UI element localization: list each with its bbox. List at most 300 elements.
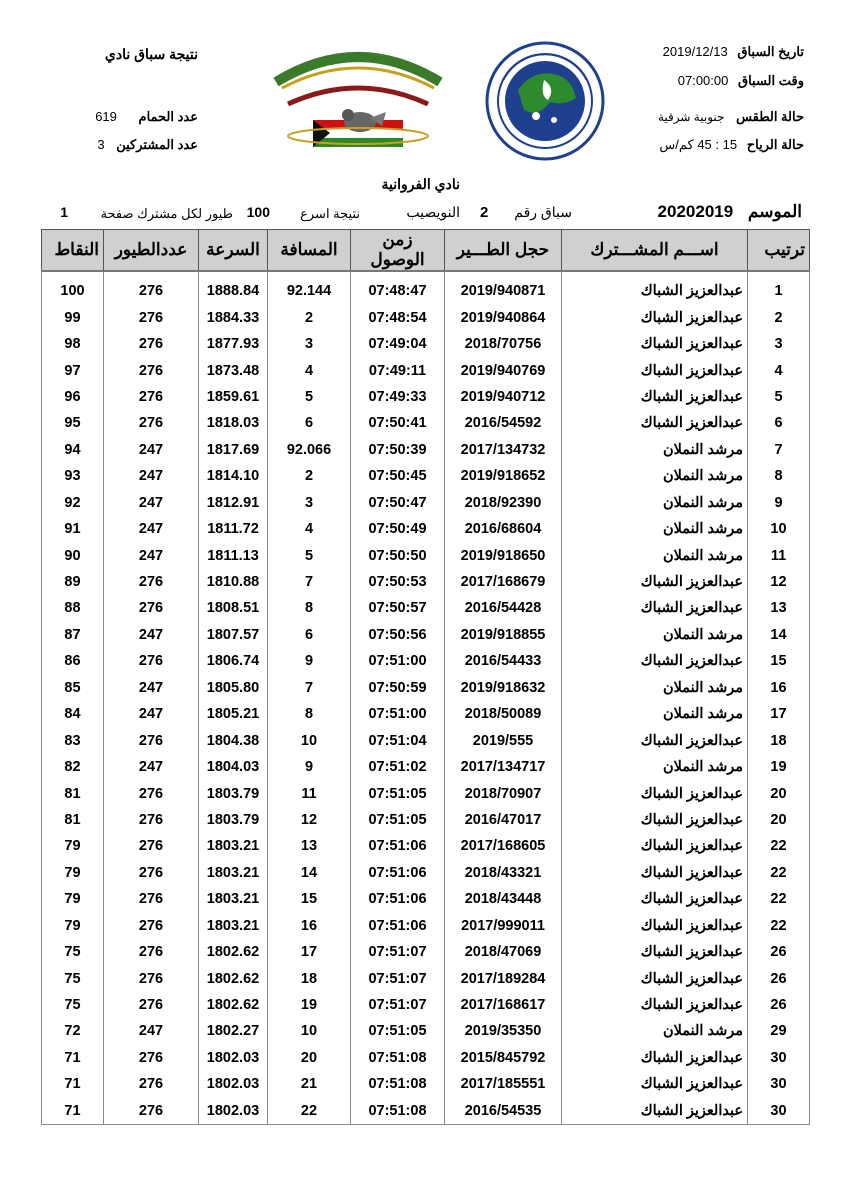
- club-logo: [258, 42, 458, 160]
- bird-count-cell: 247: [104, 701, 199, 727]
- table-row: [42, 965, 810, 991]
- arrival-time-cell: 07:50:41: [351, 410, 445, 436]
- ring-number-cell: 2016/54428: [445, 595, 562, 621]
- arrival-time-cell: 07:51:04: [351, 727, 445, 753]
- points-cell: 79: [42, 886, 104, 912]
- bird-count-cell: 276: [104, 1045, 199, 1071]
- bird-count-cell: 276: [104, 780, 199, 806]
- table-row: [42, 701, 810, 727]
- race-date-label: تاريخ السباق: [737, 44, 804, 59]
- ring-number-cell: 2017/189284: [445, 965, 562, 991]
- results-table: [41, 229, 810, 1125]
- race-time-row: [678, 73, 804, 89]
- ring-number-cell: 2018/47069: [445, 939, 562, 965]
- ring-number-cell: 2018/43448: [445, 886, 562, 912]
- speed-cell: 1804.03: [199, 754, 268, 780]
- participants-row: [97, 137, 198, 153]
- arrival-time-cell: 07:51:05: [351, 780, 445, 806]
- points-cell: 79: [42, 913, 104, 939]
- bird-count-cell: 247: [104, 490, 199, 516]
- arrival-time-cell: 07:51:08: [351, 1071, 445, 1097]
- participant-name-cell: مرشد النملان: [562, 754, 748, 780]
- club-logo-image: [258, 42, 458, 160]
- distance-cell: 8: [268, 595, 351, 621]
- distance-cell: 13: [268, 833, 351, 859]
- participants-value: 3: [97, 137, 105, 152]
- arrival-time-cell: 07:50:39: [351, 437, 445, 463]
- rank-cell: 26: [748, 939, 810, 965]
- distance-cell: 19: [268, 992, 351, 1018]
- distance-cell: 6: [268, 622, 351, 648]
- table-row: [42, 357, 810, 383]
- ring-number-cell: 2017/134732: [445, 437, 562, 463]
- col-bird-count: عددالطيور: [104, 230, 199, 272]
- points-cell: 81: [42, 807, 104, 833]
- table-row: [42, 675, 810, 701]
- participant-name-cell: عبدالعزيز الشباك: [562, 331, 748, 357]
- bird-count-cell: 247: [104, 1018, 199, 1044]
- bird-count-cell: 276: [104, 357, 199, 383]
- bird-count-cell: 276: [104, 569, 199, 595]
- speed-cell: 1811.13: [199, 542, 268, 568]
- bird-count-cell: 276: [104, 648, 199, 674]
- points-cell: 99: [42, 304, 104, 330]
- result-title: نتيجة سباق نادي: [104, 46, 198, 62]
- rank-cell: 17: [748, 701, 810, 727]
- points-cell: 94: [42, 437, 104, 463]
- table-row: [42, 569, 810, 595]
- participant-name-cell: عبدالعزيز الشباك: [562, 939, 748, 965]
- arrival-time-cell: 07:51:06: [351, 913, 445, 939]
- arrival-time-cell: 07:51:06: [351, 833, 445, 859]
- weather-value: جنوبية شرقية: [658, 110, 725, 124]
- participant-name-cell: مرشد النملان: [562, 542, 748, 568]
- ring-number-cell: 2017/185551: [445, 1071, 562, 1097]
- arrival-time-cell: 07:50:53: [351, 569, 445, 595]
- participant-name-cell: عبدالعزيز الشباك: [562, 595, 748, 621]
- ring-number-cell: 2018/43321: [445, 860, 562, 886]
- pigeons-count-value: 619: [95, 109, 117, 124]
- bird-count-cell: 276: [104, 384, 199, 410]
- race-time-value: 07:00:00: [677, 73, 729, 88]
- ring-number-cell: 2016/68604: [445, 516, 562, 542]
- distance-cell: 3: [268, 490, 351, 516]
- ring-number-cell: 2017/134717: [445, 754, 562, 780]
- bird-count-cell: 247: [104, 675, 199, 701]
- arrival-time-cell: 07:49:33: [351, 384, 445, 410]
- bird-count-cell: 276: [104, 965, 199, 991]
- points-cell: 71: [42, 1045, 104, 1071]
- rank-cell: 22: [748, 833, 810, 859]
- ring-number-cell: 2017/168679: [445, 569, 562, 595]
- table-row: [42, 331, 810, 357]
- speed-cell: 1806.74: [199, 648, 268, 674]
- participant-name-cell: مرشد النملان: [562, 1018, 748, 1044]
- speed-cell: 1807.57: [199, 622, 268, 648]
- arrival-time-cell: 07:51:05: [351, 1018, 445, 1044]
- arrival-time-cell: 07:51:00: [351, 701, 445, 727]
- ring-number-cell: 2019/918632: [445, 675, 562, 701]
- wind-value: 15 : 45 كم/س: [659, 137, 738, 152]
- bird-count-cell: 276: [104, 410, 199, 436]
- bird-count-cell: 247: [104, 437, 199, 463]
- col-rank: ترتيب: [748, 230, 810, 272]
- points-cell: 75: [42, 965, 104, 991]
- points-cell: 91: [42, 516, 104, 542]
- speed-cell: 1803.79: [199, 780, 268, 806]
- table-row: [42, 860, 810, 886]
- arrival-time-cell: 07:51:08: [351, 1045, 445, 1071]
- speed-cell: 1805.21: [199, 701, 268, 727]
- participants-label: عدد المشتركين: [116, 137, 198, 152]
- speed-cell: 1812.91: [199, 490, 268, 516]
- season-label: الموسم: [747, 202, 802, 221]
- per-participant-label: طيور لكل مشترك صفحة: [100, 206, 233, 221]
- speed-cell: 1802.62: [199, 939, 268, 965]
- participant-name-cell: مرشد النملان: [562, 463, 748, 489]
- rank-cell: 9: [748, 490, 810, 516]
- table-row: [42, 463, 810, 489]
- speed-cell: 1804.38: [199, 727, 268, 753]
- arrival-time-cell: 07:48:54: [351, 304, 445, 330]
- ring-number-cell: 2019/940871: [445, 271, 562, 304]
- points-cell: 79: [42, 833, 104, 859]
- col-speed: السرعة: [199, 230, 268, 272]
- rank-cell: 20: [748, 780, 810, 806]
- rank-cell: 12: [748, 569, 810, 595]
- participant-name-cell: مرشد النملان: [562, 490, 748, 516]
- season-row: [658, 202, 802, 222]
- participant-name-cell: عبدالعزيز الشباك: [562, 1045, 748, 1071]
- participant-name-cell: عبدالعزيز الشباك: [562, 913, 748, 939]
- distance-cell: 5: [268, 384, 351, 410]
- bird-count-cell: 276: [104, 271, 199, 304]
- distance-cell: 20: [268, 1045, 351, 1071]
- bird-count-cell: 276: [104, 913, 199, 939]
- participant-name-cell: عبدالعزيز الشباك: [562, 833, 748, 859]
- table-row: [42, 807, 810, 833]
- bird-count-cell: 247: [104, 516, 199, 542]
- distance-cell: 2: [268, 304, 351, 330]
- points-cell: 90: [42, 542, 104, 568]
- table-header-row: [42, 230, 810, 272]
- table-row: [42, 410, 810, 436]
- arrival-time-cell: 07:50:57: [351, 595, 445, 621]
- speed-cell: 1805.80: [199, 675, 268, 701]
- bird-count-cell: 276: [104, 1071, 199, 1097]
- distance-cell: 9: [268, 648, 351, 674]
- table-row: [42, 1018, 810, 1044]
- ring-number-cell: 2016/54592: [445, 410, 562, 436]
- ring-number-cell: 2018/50089: [445, 701, 562, 727]
- arrival-time-cell: 07:49:11: [351, 357, 445, 383]
- rank-cell: 26: [748, 965, 810, 991]
- table-row: [42, 1071, 810, 1097]
- bird-count-cell: 276: [104, 304, 199, 330]
- participant-name-cell: عبدالعزيز الشباك: [562, 807, 748, 833]
- table-row: [42, 727, 810, 753]
- points-cell: 89: [42, 569, 104, 595]
- arrival-time-cell: 07:50:47: [351, 490, 445, 516]
- participant-name-cell: عبدالعزيز الشباك: [562, 992, 748, 1018]
- participant-name-cell: عبدالعزيز الشباك: [562, 727, 748, 753]
- ring-number-cell: 2019/940864: [445, 304, 562, 330]
- ring-number-cell: 2016/54535: [445, 1098, 562, 1125]
- participant-name-cell: عبدالعزيز الشباك: [562, 271, 748, 304]
- rank-cell: 15: [748, 648, 810, 674]
- ring-number-cell: 2017/168617: [445, 992, 562, 1018]
- points-cell: 75: [42, 992, 104, 1018]
- table-row: [42, 1098, 810, 1125]
- rank-cell: 22: [748, 913, 810, 939]
- col-arrival-time: زمن الوصول: [351, 230, 445, 272]
- distance-cell: 4: [268, 357, 351, 383]
- bird-count-cell: 247: [104, 622, 199, 648]
- distance-cell: 16: [268, 913, 351, 939]
- distance-cell: 9: [268, 754, 351, 780]
- arrival-time-cell: 07:50:56: [351, 622, 445, 648]
- arrival-time-cell: 07:50:50: [351, 542, 445, 568]
- ring-number-cell: 2019/918652: [445, 463, 562, 489]
- participant-name-cell: عبدالعزيز الشباك: [562, 410, 748, 436]
- bird-count-cell: 276: [104, 807, 199, 833]
- rank-cell: 30: [748, 1071, 810, 1097]
- arrival-time-cell: 07:50:59: [351, 675, 445, 701]
- table-row: [42, 542, 810, 568]
- table-row: [42, 780, 810, 806]
- speed-cell: 1818.03: [199, 410, 268, 436]
- rank-cell: 14: [748, 622, 810, 648]
- ring-number-cell: 2019/555: [445, 727, 562, 753]
- ring-number-cell: 2018/70907: [445, 780, 562, 806]
- rank-cell: 13: [748, 595, 810, 621]
- points-cell: 87: [42, 622, 104, 648]
- rank-cell: 30: [748, 1098, 810, 1125]
- rank-cell: 8: [748, 463, 810, 489]
- weather-row: [658, 109, 804, 125]
- points-cell: 95: [42, 410, 104, 436]
- ring-number-cell: 2016/47017: [445, 807, 562, 833]
- distance-cell: 7: [268, 569, 351, 595]
- club-name: نادي الفروانية: [381, 176, 460, 192]
- bird-count-cell: 276: [104, 595, 199, 621]
- participant-name-cell: عبدالعزيز الشباك: [562, 357, 748, 383]
- federation-logo: [484, 40, 606, 162]
- federation-logo-image: [484, 40, 606, 162]
- speed-cell: 1817.69: [199, 437, 268, 463]
- points-cell: 98: [42, 331, 104, 357]
- distance-cell: 2: [268, 463, 351, 489]
- arrival-time-cell: 07:49:04: [351, 331, 445, 357]
- table-row: [42, 490, 810, 516]
- participant-name-cell: عبدالعزيز الشباك: [562, 860, 748, 886]
- rank-cell: 2: [748, 304, 810, 330]
- arrival-time-cell: 07:51:05: [351, 807, 445, 833]
- speed-cell: 1803.21: [199, 833, 268, 859]
- distance-cell: 21: [268, 1071, 351, 1097]
- ring-number-cell: 2017/168605: [445, 833, 562, 859]
- speed-cell: 1873.48: [199, 357, 268, 383]
- distance-cell: 4: [268, 516, 351, 542]
- race-time-label: وقت السباق: [737, 73, 804, 88]
- speed-cell: 1803.21: [199, 886, 268, 912]
- points-cell: 93: [42, 463, 104, 489]
- pigeons-count-label: عدد الحمام: [138, 109, 198, 124]
- rank-cell: 7: [748, 437, 810, 463]
- bird-count-cell: 276: [104, 331, 199, 357]
- distance-cell: 12: [268, 807, 351, 833]
- distance-cell: 92.144: [268, 271, 351, 304]
- distance-cell: 92.066: [268, 437, 351, 463]
- ring-number-cell: 2018/70756: [445, 331, 562, 357]
- participant-name-cell: عبدالعزيز الشباك: [562, 304, 748, 330]
- points-cell: 97: [42, 357, 104, 383]
- points-cell: 86: [42, 648, 104, 674]
- points-cell: 83: [42, 727, 104, 753]
- speed-cell: 1810.88: [199, 569, 268, 595]
- rank-cell: 22: [748, 860, 810, 886]
- arrival-time-cell: 07:51:00: [351, 648, 445, 674]
- col-distance: المسافة: [268, 230, 351, 272]
- participant-name-cell: مرشد النملان: [562, 437, 748, 463]
- rank-cell: 30: [748, 1045, 810, 1071]
- participant-name-cell: مرشد النملان: [562, 701, 748, 727]
- table-row: [42, 622, 810, 648]
- race-date-value: 2019/12/13: [662, 44, 728, 59]
- race-no-row: [480, 204, 572, 221]
- participant-name-cell: عبدالعزيز الشباك: [562, 780, 748, 806]
- arrival-time-cell: 07:51:08: [351, 1098, 445, 1125]
- table-row: [42, 939, 810, 965]
- col-ring-number: حجل الطـــير: [445, 230, 562, 272]
- arrival-time-cell: 07:51:07: [351, 965, 445, 991]
- arrival-time-cell: 07:51:07: [351, 939, 445, 965]
- speed-cell: 1877.93: [199, 331, 268, 357]
- bird-count-cell: 276: [104, 1098, 199, 1125]
- points-cell: 85: [42, 675, 104, 701]
- arrival-time-cell: 07:50:45: [351, 463, 445, 489]
- table-row: [42, 595, 810, 621]
- speed-cell: 1802.62: [199, 992, 268, 1018]
- distance-cell: 7: [268, 675, 351, 701]
- participant-name-cell: عبدالعزيز الشباك: [562, 965, 748, 991]
- distance-cell: 14: [268, 860, 351, 886]
- points-cell: 75: [42, 939, 104, 965]
- arrival-time-cell: 07:51:06: [351, 860, 445, 886]
- ring-number-cell: 2015/845792: [445, 1045, 562, 1071]
- table-row: [42, 1045, 810, 1071]
- points-cell: 88: [42, 595, 104, 621]
- rank-cell: 26: [748, 992, 810, 1018]
- fastest-count: 100: [246, 204, 270, 220]
- participant-name-cell: مرشد النملان: [562, 675, 748, 701]
- points-cell: 71: [42, 1098, 104, 1125]
- table-row: [42, 754, 810, 780]
- table-row: [42, 384, 810, 410]
- race-place: النويصيب: [406, 204, 460, 220]
- rank-cell: 5: [748, 384, 810, 410]
- speed-cell: 1859.61: [199, 384, 268, 410]
- weather-label: حالة الطقس: [736, 109, 804, 124]
- bird-count-cell: 247: [104, 754, 199, 780]
- participant-name-cell: عبدالعزيز الشباك: [562, 1071, 748, 1097]
- ring-number-cell: 2019/940769: [445, 357, 562, 383]
- points-cell: 84: [42, 701, 104, 727]
- speed-cell: 1802.03: [199, 1071, 268, 1097]
- ring-number-cell: 2019/35350: [445, 1018, 562, 1044]
- rank-cell: 3: [748, 331, 810, 357]
- speed-cell: 1802.03: [199, 1045, 268, 1071]
- speed-cell: 1803.21: [199, 913, 268, 939]
- speed-cell: 1808.51: [199, 595, 268, 621]
- table-row: [42, 648, 810, 674]
- distance-cell: 5: [268, 542, 351, 568]
- arrival-time-cell: 07:50:49: [351, 516, 445, 542]
- points-cell: 82: [42, 754, 104, 780]
- ring-number-cell: 2019/918650: [445, 542, 562, 568]
- wind-row: [659, 137, 804, 153]
- distance-cell: 6: [268, 410, 351, 436]
- table-row: [42, 833, 810, 859]
- rank-cell: 20: [748, 807, 810, 833]
- race-no-value: 2: [480, 204, 489, 221]
- bird-count-cell: 247: [104, 542, 199, 568]
- rank-cell: 22: [748, 886, 810, 912]
- participant-name-cell: عبدالعزيز الشباك: [562, 1098, 748, 1125]
- table-row: [42, 886, 810, 912]
- speed-cell: 1802.03: [199, 1098, 268, 1125]
- distance-cell: 22: [268, 1098, 351, 1125]
- rank-cell: 19: [748, 754, 810, 780]
- pigeons-count-row: [95, 109, 198, 125]
- distance-cell: 15: [268, 886, 351, 912]
- speed-cell: 1802.27: [199, 1018, 268, 1044]
- points-cell: 79: [42, 860, 104, 886]
- ring-number-cell: 2017/999011: [445, 913, 562, 939]
- table-row: [42, 913, 810, 939]
- rank-cell: 11: [748, 542, 810, 568]
- bird-count-cell: 276: [104, 727, 199, 753]
- arrival-time-cell: 07:51:07: [351, 992, 445, 1018]
- distance-cell: 17: [268, 939, 351, 965]
- ring-number-cell: 2016/54433: [445, 648, 562, 674]
- distance-cell: 10: [268, 1018, 351, 1044]
- distance-cell: 3: [268, 331, 351, 357]
- distance-cell: 8: [268, 701, 351, 727]
- rank-cell: 6: [748, 410, 810, 436]
- distance-cell: 11: [268, 780, 351, 806]
- participant-name-cell: عبدالعزيز الشباك: [562, 569, 748, 595]
- arrival-time-cell: 07:48:47: [351, 271, 445, 304]
- table-row: [42, 992, 810, 1018]
- ring-number-cell: 2019/918855: [445, 622, 562, 648]
- bird-count-cell: 247: [104, 463, 199, 489]
- table-row: [42, 271, 810, 304]
- rank-cell: 4: [748, 357, 810, 383]
- ring-number-cell: 2018/92390: [445, 490, 562, 516]
- speed-cell: 1811.72: [199, 516, 268, 542]
- col-points: النقاط: [42, 230, 104, 272]
- rank-cell: 1: [748, 271, 810, 304]
- points-cell: 72: [42, 1018, 104, 1044]
- participant-name-cell: عبدالعزيز الشباك: [562, 384, 748, 410]
- bird-count-cell: 276: [104, 833, 199, 859]
- points-cell: 100: [42, 271, 104, 304]
- points-cell: 71: [42, 1071, 104, 1097]
- rank-cell: 29: [748, 1018, 810, 1044]
- bird-count-cell: 276: [104, 886, 199, 912]
- participant-name-cell: عبدالعزيز الشباك: [562, 648, 748, 674]
